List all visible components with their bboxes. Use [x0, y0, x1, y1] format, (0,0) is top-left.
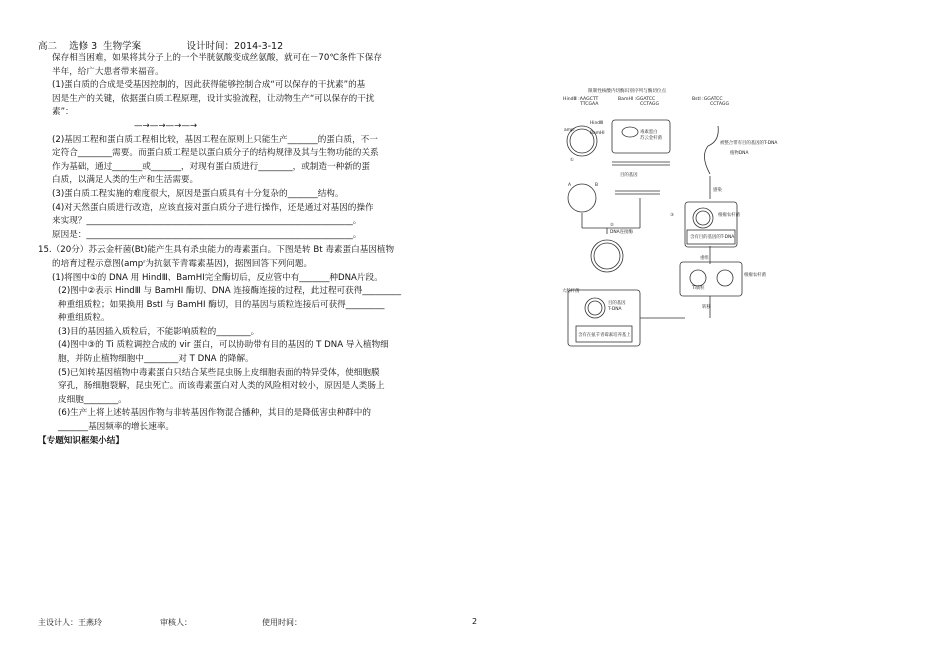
text-line: 半年，给广大患者带来福音。 [52, 66, 164, 77]
ti-label: Ti质粒 [692, 286, 705, 291]
text-line: 种重组质粒。 [58, 313, 110, 324]
target-gene-label: 目的基因 [620, 173, 638, 178]
bt-gene-diagram [560, 86, 778, 386]
text-line: (4)对天然蛋白质进行改造，应该直接对蛋白质分子进行操作，还是通过对基因的操作 [52, 202, 374, 213]
text-line: (2)图中②表示 HindⅢ 与 BamHⅠ 酶切、DNA 连接酶连接的过程，此过程可获得_________ [58, 286, 401, 297]
text-line: 种重组质粒；如果换用 BstⅠ 与 BamHⅠ 酶切，目的基因与质粒连接后可获得_________ [58, 299, 385, 310]
text-line: 定符合________需要。而蛋白质工程是以蛋白质分子的结构规律及其与生物功能的关系 [52, 148, 379, 159]
tdna-label: T-DNA [608, 307, 622, 312]
label-a: A [568, 183, 572, 188]
label-b: B [595, 183, 599, 188]
toxin-label: 毒素蛋白 [640, 130, 658, 135]
text-line: 胞，并防止植物细胞中________对 T DNA 的降解。 [58, 354, 254, 365]
bam-label: BamHⅠ [590, 131, 605, 136]
ecoli-label: 大肠杆菌 [562, 289, 580, 294]
text-line: 来实现？______________________________________________________________。 [52, 216, 362, 227]
diagram-caption: 限制性核酸内切酶识别序列与酶切位点 [588, 89, 667, 94]
text-line: (2)基因工程和蛋白质工程相比较，基因工程在原则上只能生产_______的蛋白质，不一 [52, 134, 378, 145]
text-line: 原因是：______________________________________________________________。 [52, 229, 362, 240]
text-line: (1)将图中①的 DNA 用 HindⅢ、BamHⅠ完全酶切后，反应管中有_______种DNA片段。 [52, 272, 383, 283]
step-1-label: ① [570, 158, 574, 163]
text-line: 穿孔，肠细胞裂解，昆虫死亡。而该毒素蛋白对人类的风险相对较小，原因是人类肠上 [58, 381, 385, 392]
text-line: 保存相当困难，如果将其分子上的一个半胱氨酸变成丝氨酸，就可在－70℃条件下保存 [52, 53, 382, 63]
flow-arrows: —→—→—→—→ [52, 120, 198, 131]
recombinant-label: 含有目的基因的T-DNA [690, 235, 735, 240]
transfer-label: 转移 [702, 305, 711, 310]
enzyme-bst-seq: CCTAGG [710, 102, 730, 107]
enzyme-bam-seq: CCTAGG [640, 102, 660, 107]
agrobacterium-label: 根瘤农杆菌 [718, 213, 740, 218]
text-line: 的培育过程示意图(ampʳ为抗氨苄青霉素基因)，据图回答下列问题。 [52, 258, 313, 269]
step-3-label: ③ [670, 213, 674, 218]
enzyme-bam-label: BamHⅠ :GGATCC [618, 97, 656, 102]
text-line: (3)目的基因插入质粒后，不能影响质粒的________。 [58, 326, 260, 337]
text-line: 因是生产的关键，依据蛋白质工程原理，设计实验流程，让动物生产“可以保存的干扰 [52, 93, 375, 104]
recombinant-plasmid-icon [591, 240, 623, 272]
text-line: 白质，以满足人类的生产和生活需要。 [52, 175, 199, 186]
recombine-label: 重组 [700, 256, 709, 261]
plate-label: 含有在氨苄青霉素培养基上 [578, 333, 631, 338]
bt-label: 苏云金杆菌 [640, 136, 662, 141]
text-line: (6)生产上将上述转基因作物与非转基因作物混合播种，其目的是降低害虫种群中的 [58, 408, 371, 419]
question-15-title: 15.（20分）苏云金杆菌(Bt)能产生具有杀虫能力的毒素蛋白。下图是转 Bt 毒素蛋白基因植物 [38, 245, 395, 256]
text-line: 素”： [52, 107, 74, 118]
text-line: 作为基础，通过_______或_______，对现有蛋白质进行________，或制造一种新的蛋 [52, 161, 370, 172]
hind-label: HindⅢ [590, 121, 604, 126]
enzyme-hind-seq: TTCGAA [580, 102, 599, 107]
footer-designer: 主设计人：王燕玲 [38, 618, 102, 627]
footer-usetime: 使用时间： [262, 618, 302, 627]
text-line: 皮细胞________。 [58, 394, 127, 405]
text-line: (1)蛋白质的合成是受基因控制的，因此获得能够控制合成“可以保存的干扰素”的基 [52, 80, 366, 91]
plant-label: 被整合带有目的基因的T-DNA [720, 141, 778, 146]
footer-reviewer: 审核人： [160, 618, 192, 627]
target-gene-label-2: 目的基因 [608, 301, 626, 306]
agrobacterium-label-2: 根瘤农杆菌 [744, 273, 766, 278]
text-line: (4)图中③的 Ti 质粒调控合成的 vir 蛋白，可以协助带有目的基因的 T DNA 导入植物细 [58, 340, 389, 351]
step-2-label: ② [610, 223, 614, 228]
text-line: _______基因频率的增长速率。 [58, 422, 175, 433]
enzyme-bst-label: BstⅠ :GGATCC [692, 97, 723, 102]
page-number: 2 [472, 617, 478, 626]
amp-label: ampʳ [564, 128, 575, 133]
infect-label: 感染 [713, 188, 722, 193]
document-body [38, 52, 438, 448]
enzyme-hind-label: HindⅢ :AAGCTT [563, 97, 599, 102]
ligase-label: DNA连接酶 [610, 230, 633, 235]
page-header: 高二 选修 3 生物学案 设计时间：2014-3-12 [38, 41, 284, 52]
text-line: (3)蛋白质工程实施的难度很大，原因是蛋白质具有十分复杂的_______结构。 [52, 188, 344, 199]
plant-dna-label: 植物DNA [730, 151, 749, 156]
text-line: (5)已知转基因植物中毒素蛋白只结合某些昆虫肠上皮细胞表面的特异受体，使细胞膜 [58, 367, 380, 378]
section-heading: 【专题知识框架小结】 [38, 435, 124, 446]
